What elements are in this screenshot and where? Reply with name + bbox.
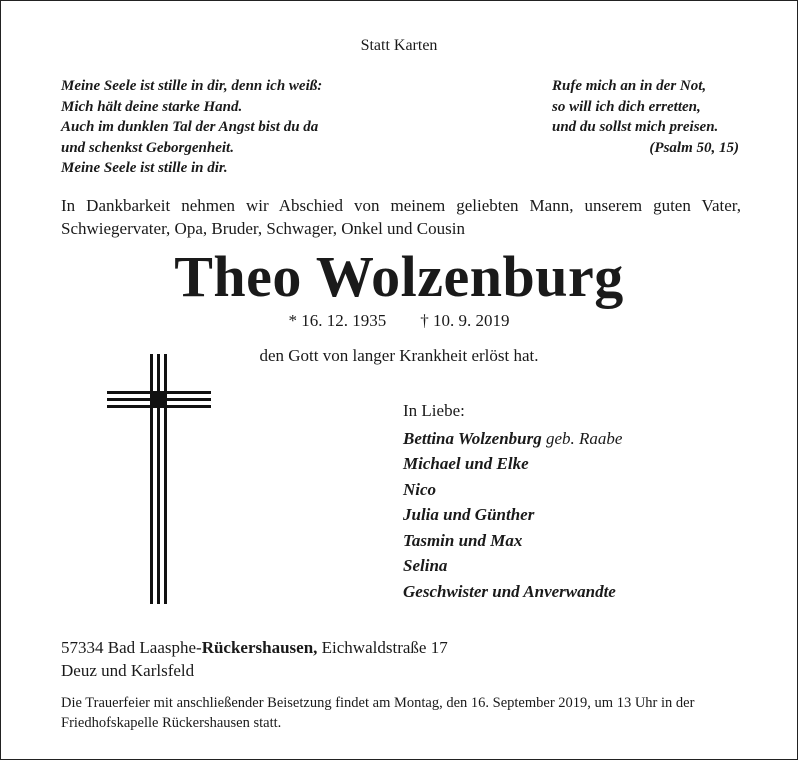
verse-left [61,76,322,179]
mourners-lead: In Liebe: [403,401,465,420]
mourner-item [403,426,622,452]
life-dates: * 16. 12. 1935 † 10. 9. 2019 [288,311,510,330]
intro-line: Schwiegervater, Opa, Bruder, Schwager, Onkel und Cousin [61,219,465,238]
address-prefix: 57334 Bad Laasphe- [61,638,202,657]
header-statt-karten: Statt Karten [360,37,438,54]
mourner-item: Michael und Elke [403,454,529,473]
address-line-2: Deuz und Karlsfeld [61,661,195,680]
psalm-reference: (Psalm 50, 15) [649,139,739,156]
mourner-item: Nico [403,479,437,499]
verse-left-line: Meine Seele ist stille in dir, denn ich weiß: [61,78,323,94]
verse-left-line: und schenkst Geborgenheit. [61,139,234,156]
released-text: den Gott von langer Krankheit erlöst hat. [259,346,539,365]
mourner-item: Tasmin und Max [403,530,523,550]
address-street: Eichwaldstraße 17 [317,638,448,657]
mourner-item: Selina [403,556,448,575]
address-block [61,636,448,682]
verse-right-line: Rufe mich an in der Not, [552,78,707,94]
intro-text [61,194,741,240]
address-line [61,636,448,659]
mourners-list [403,398,622,604]
maiden-name-note: geb. Raabe [545,428,623,448]
intro-line: In Dankbarkeit nehmen wir Abschied von meinem geliebten Mann, unserem guten Vater, [61,196,741,215]
verse-right [552,76,739,158]
mourner-name: Bettina Wolzenburg [403,428,542,448]
funeral-info: Die Trauerfeier mit anschließender Beisetzung findet am Montag, den 16. September 2019, um 13 Uhr in der Friedhofskapelle Rückershausen statt. [61,695,695,731]
latin-cross-icon [107,354,211,604]
mourner-item: Julia und Günther [403,505,535,524]
verse-right-line: und du sollst mich preisen. [552,119,719,135]
verse-left-line: Meine Seele ist stille in dir. [61,160,228,176]
verse-left-line: Auch im dunklen Tal der Angst bist du da [61,119,319,135]
verse-right-line: so will ich dich erretten, [552,98,701,115]
deceased-name: Theo Wolzenburg [174,244,624,309]
verse-left-line: Mich hält deine starke Hand. [61,98,243,115]
address-locality: Rückershausen, [201,638,318,657]
mourner-item: Geschwister und Anverwandte [403,581,616,601]
